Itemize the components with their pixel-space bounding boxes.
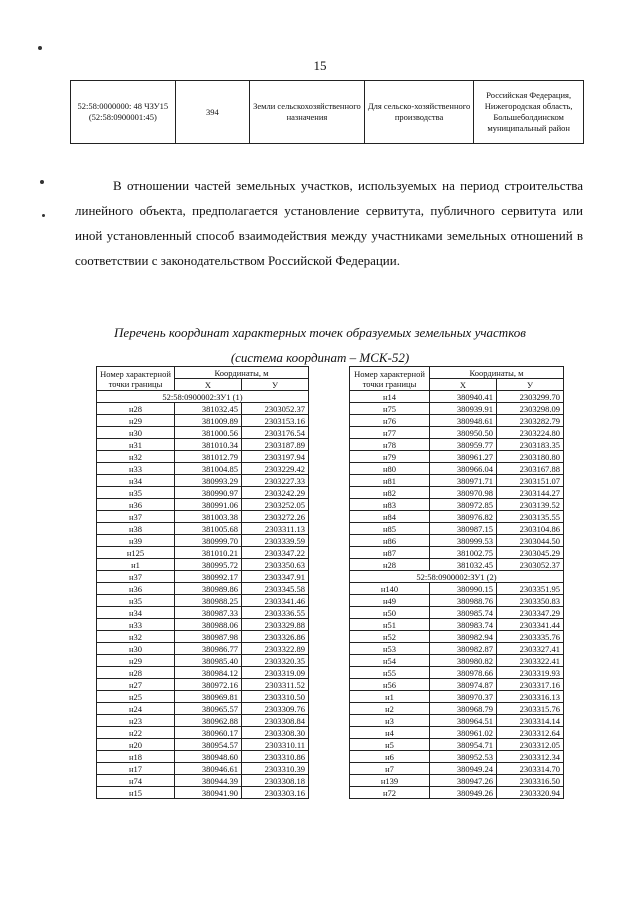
y-coordinate: 2303299.70 bbox=[497, 391, 564, 403]
table-row bbox=[97, 739, 309, 751]
table-row bbox=[97, 619, 309, 631]
y-coordinate: 2303187.89 bbox=[242, 439, 309, 451]
point-number: н139 bbox=[350, 775, 430, 787]
point-number: н34 bbox=[97, 475, 175, 487]
point-number: н27 bbox=[97, 679, 175, 691]
y-coordinate: 2303336.55 bbox=[242, 607, 309, 619]
y-coordinate: 2303310.50 bbox=[242, 691, 309, 703]
x-coordinate: 380950.50 bbox=[430, 427, 497, 439]
y-coordinate: 2303310.39 bbox=[242, 763, 309, 775]
point-number: н29 bbox=[97, 415, 175, 427]
table-row bbox=[350, 607, 564, 619]
y-coordinate: 2303319.93 bbox=[497, 667, 564, 679]
table-row bbox=[97, 499, 309, 511]
y-coordinate: 2303315.76 bbox=[497, 703, 564, 715]
table-row bbox=[350, 679, 564, 691]
y-coordinate: 2303316.13 bbox=[497, 691, 564, 703]
y-coordinate: 2303350.83 bbox=[497, 595, 564, 607]
x-coordinate: 381032.45 bbox=[430, 559, 497, 571]
group-label: 52:58:0900002:ЗУ1 (1) bbox=[97, 391, 309, 403]
point-number: н2 bbox=[350, 703, 430, 715]
scan-mark-dot bbox=[42, 214, 45, 217]
table-row bbox=[71, 81, 584, 144]
point-number: н140 bbox=[350, 583, 430, 595]
table-header-row bbox=[350, 367, 564, 379]
y-coordinate: 2303144.27 bbox=[497, 487, 564, 499]
point-number: н33 bbox=[97, 619, 175, 631]
x-coordinate: 380944.39 bbox=[175, 775, 242, 787]
table-row bbox=[97, 571, 309, 583]
table-row bbox=[97, 787, 309, 799]
list-subtitle-line: (система координат – МСК-52) bbox=[230, 350, 410, 365]
y-coordinate: 2303272.26 bbox=[242, 511, 309, 523]
table-row bbox=[350, 487, 564, 499]
point-number: н36 bbox=[97, 499, 175, 511]
point-number: н72 bbox=[350, 787, 430, 799]
x-header: X bbox=[175, 379, 242, 391]
point-number: н74 bbox=[97, 775, 175, 787]
table-row bbox=[350, 727, 564, 739]
x-coordinate: 380990.15 bbox=[430, 583, 497, 595]
table-row bbox=[97, 631, 309, 643]
point-number: н39 bbox=[97, 535, 175, 547]
servitude-paragraph: В отношении частей земельных участков, используемых на период строительства линейного объекта, предполагается установление сервитута, публичного сервитута или иной установленный способ взаимодействия между участниками земельных отношений в соответствии с законодательством Российской Федерации. bbox=[75, 178, 583, 268]
point-number: н24 bbox=[97, 703, 175, 715]
table-row bbox=[97, 715, 309, 727]
x-coordinate: 380962.88 bbox=[175, 715, 242, 727]
y-coordinate: 2303345.58 bbox=[242, 583, 309, 595]
x-coordinate: 380960.17 bbox=[175, 727, 242, 739]
y-coordinate: 2303282.79 bbox=[497, 415, 564, 427]
y-coordinate: 2303227.33 bbox=[242, 475, 309, 487]
x-coordinate: 381002.75 bbox=[430, 547, 497, 559]
point-number: н52 bbox=[350, 631, 430, 643]
x-coordinate: 380991.06 bbox=[175, 499, 242, 511]
point-number: н25 bbox=[97, 691, 175, 703]
coordinates-table-right bbox=[349, 366, 564, 799]
table-row bbox=[97, 403, 309, 415]
table-row bbox=[97, 643, 309, 655]
y-coordinate: 2303224.80 bbox=[497, 427, 564, 439]
table-row bbox=[350, 739, 564, 751]
point-number: н51 bbox=[350, 619, 430, 631]
scan-mark-dot bbox=[40, 180, 44, 184]
point-number: н84 bbox=[350, 511, 430, 523]
x-coordinate: 380949.24 bbox=[430, 763, 497, 775]
y-coordinate: 2303309.76 bbox=[242, 703, 309, 715]
y-coordinate: 2303310.86 bbox=[242, 751, 309, 763]
point-number: н1 bbox=[97, 559, 175, 571]
y-coordinate: 2303308.30 bbox=[242, 727, 309, 739]
y-coordinate: 2303314.70 bbox=[497, 763, 564, 775]
coordinates-table-left bbox=[96, 366, 309, 799]
x-header: X bbox=[430, 379, 497, 391]
x-coordinate: 380954.71 bbox=[430, 739, 497, 751]
x-coordinate: 380988.25 bbox=[175, 595, 242, 607]
x-coordinate: 380964.51 bbox=[430, 715, 497, 727]
x-coordinate: 381003.38 bbox=[175, 511, 242, 523]
table-row bbox=[350, 559, 564, 571]
table-row bbox=[350, 643, 564, 655]
y-coordinate: 2303320.35 bbox=[242, 655, 309, 667]
table-row bbox=[350, 655, 564, 667]
point-number: н35 bbox=[97, 595, 175, 607]
x-coordinate: 380988.76 bbox=[430, 595, 497, 607]
x-coordinate: 380999.53 bbox=[430, 535, 497, 547]
group-label: 52:58:0900002:ЗУ1 (2) bbox=[350, 571, 564, 583]
table-row bbox=[350, 547, 564, 559]
table-row bbox=[350, 763, 564, 775]
x-coordinate: 380987.15 bbox=[430, 523, 497, 535]
y-header: У bbox=[497, 379, 564, 391]
y-coordinate: 2303044.50 bbox=[497, 535, 564, 547]
table-row bbox=[97, 703, 309, 715]
coordinates-header: Координаты, м bbox=[430, 367, 564, 379]
coordinates-header: Координаты, м bbox=[175, 367, 309, 379]
x-coordinate: 380971.71 bbox=[430, 475, 497, 487]
table-row bbox=[350, 523, 564, 535]
x-coordinate: 381010.34 bbox=[175, 439, 242, 451]
y-coordinate: 2303351.95 bbox=[497, 583, 564, 595]
x-coordinate: 380949.26 bbox=[430, 787, 497, 799]
y-coordinate: 2303347.29 bbox=[497, 607, 564, 619]
y-coordinate: 2303312.34 bbox=[497, 751, 564, 763]
table-row bbox=[350, 499, 564, 511]
point-number: н1 bbox=[350, 691, 430, 703]
table-header-row bbox=[97, 367, 309, 379]
y-coordinate: 2303319.09 bbox=[242, 667, 309, 679]
x-coordinate: 380952.53 bbox=[430, 751, 497, 763]
x-coordinate: 380992.17 bbox=[175, 571, 242, 583]
table-row bbox=[350, 439, 564, 451]
table-row bbox=[97, 583, 309, 595]
x-coordinate: 380970.98 bbox=[430, 487, 497, 499]
table-row bbox=[350, 619, 564, 631]
x-coordinate: 380978.66 bbox=[430, 667, 497, 679]
point-number: н7 bbox=[350, 763, 430, 775]
x-coordinate: 380980.82 bbox=[430, 655, 497, 667]
point-number: н3 bbox=[350, 715, 430, 727]
point-number: н37 bbox=[97, 571, 175, 583]
table-row bbox=[97, 763, 309, 775]
x-coordinate: 380985.40 bbox=[175, 655, 242, 667]
point-number: н83 bbox=[350, 499, 430, 511]
x-coordinate: 381005.68 bbox=[175, 523, 242, 535]
point-number: н54 bbox=[350, 655, 430, 667]
point-number: н79 bbox=[350, 451, 430, 463]
y-coordinate: 2303317.16 bbox=[497, 679, 564, 691]
point-number: н76 bbox=[350, 415, 430, 427]
point-number: н17 bbox=[97, 763, 175, 775]
x-coordinate: 380948.60 bbox=[175, 751, 242, 763]
table-row bbox=[97, 535, 309, 547]
y-coordinate: 2303298.09 bbox=[497, 403, 564, 415]
page-number: 15 bbox=[313, 58, 327, 73]
y-coordinate: 2303139.52 bbox=[497, 499, 564, 511]
y-coordinate: 2303312.05 bbox=[497, 739, 564, 751]
table-row bbox=[97, 691, 309, 703]
point-number: н20 bbox=[97, 739, 175, 751]
point-number: н28 bbox=[97, 667, 175, 679]
y-coordinate: 2303311.13 bbox=[242, 523, 309, 535]
point-number: н22 bbox=[97, 727, 175, 739]
table-row bbox=[97, 475, 309, 487]
x-coordinate: 380982.94 bbox=[430, 631, 497, 643]
parcel-summary-table bbox=[70, 80, 584, 144]
x-coordinate: 380946.61 bbox=[175, 763, 242, 775]
y-coordinate: 2303322.89 bbox=[242, 643, 309, 655]
point-number: н35 bbox=[97, 487, 175, 499]
y-coordinate: 2303335.76 bbox=[497, 631, 564, 643]
y-coordinate: 2303303.16 bbox=[242, 787, 309, 799]
point-number: н28 bbox=[97, 403, 175, 415]
x-coordinate: 380961.02 bbox=[430, 727, 497, 739]
point-number: н33 bbox=[97, 463, 175, 475]
table-row bbox=[97, 655, 309, 667]
point-number: н30 bbox=[97, 427, 175, 439]
table-row bbox=[350, 775, 564, 787]
point-number: н23 bbox=[97, 715, 175, 727]
y-coordinate: 2303326.86 bbox=[242, 631, 309, 643]
x-coordinate: 381032.45 bbox=[175, 403, 242, 415]
point-number: н87 bbox=[350, 547, 430, 559]
scan-mark-dot bbox=[38, 46, 42, 50]
point-number: н49 bbox=[350, 595, 430, 607]
x-coordinate: 380987.98 bbox=[175, 631, 242, 643]
x-coordinate: 380969.81 bbox=[175, 691, 242, 703]
y-coordinate: 2303045.29 bbox=[497, 547, 564, 559]
y-coordinate: 2303308.18 bbox=[242, 775, 309, 787]
y-coordinate: 2303350.63 bbox=[242, 559, 309, 571]
x-coordinate: 381000.56 bbox=[175, 427, 242, 439]
table-row bbox=[97, 607, 309, 619]
x-coordinate: 380959.77 bbox=[430, 439, 497, 451]
y-coordinate: 2303347.91 bbox=[242, 571, 309, 583]
table-row bbox=[350, 535, 564, 547]
point-number: н6 bbox=[350, 751, 430, 763]
table-row bbox=[350, 583, 564, 595]
parcel-location: Российская Федерация, Нижегородская область, Большеболдинском муниципальный район bbox=[474, 81, 584, 144]
table-row bbox=[97, 667, 309, 679]
x-coordinate: 380947.26 bbox=[430, 775, 497, 787]
x-coordinate: 381010.21 bbox=[175, 547, 242, 559]
y-coordinate: 2303242.29 bbox=[242, 487, 309, 499]
point-number: н32 bbox=[97, 631, 175, 643]
table-row bbox=[350, 391, 564, 403]
x-coordinate: 380972.85 bbox=[430, 499, 497, 511]
table-row bbox=[97, 451, 309, 463]
x-coordinate: 380982.87 bbox=[430, 643, 497, 655]
point-number: н5 bbox=[350, 739, 430, 751]
y-header: У bbox=[242, 379, 309, 391]
x-coordinate: 380966.04 bbox=[430, 463, 497, 475]
x-coordinate: 380954.57 bbox=[175, 739, 242, 751]
point-number: н15 bbox=[97, 787, 175, 799]
x-coordinate: 380987.33 bbox=[175, 607, 242, 619]
point-number: н31 bbox=[97, 439, 175, 451]
table-row bbox=[350, 403, 564, 415]
x-coordinate: 380948.61 bbox=[430, 415, 497, 427]
y-coordinate: 2303252.05 bbox=[242, 499, 309, 511]
point-number: н78 bbox=[350, 439, 430, 451]
point-number: н37 bbox=[97, 511, 175, 523]
y-coordinate: 2303229.42 bbox=[242, 463, 309, 475]
y-coordinate: 2303135.55 bbox=[497, 511, 564, 523]
y-coordinate: 2303311.52 bbox=[242, 679, 309, 691]
coordinates-list-title bbox=[0, 320, 640, 370]
table-row bbox=[350, 427, 564, 439]
x-coordinate: 380984.12 bbox=[175, 667, 242, 679]
group-row bbox=[97, 391, 309, 403]
y-coordinate: 2303327.41 bbox=[497, 643, 564, 655]
x-coordinate: 380976.82 bbox=[430, 511, 497, 523]
point-number: н86 bbox=[350, 535, 430, 547]
x-coordinate: 380965.57 bbox=[175, 703, 242, 715]
x-coordinate: 380988.06 bbox=[175, 619, 242, 631]
table-row bbox=[350, 631, 564, 643]
y-coordinate: 2303339.59 bbox=[242, 535, 309, 547]
point-number: н30 bbox=[97, 643, 175, 655]
x-coordinate: 380983.74 bbox=[430, 619, 497, 631]
parcel-cadastral: 52:58:0000000: 48 ЧЗУ15 (52:58:0900001:45) bbox=[71, 81, 176, 144]
table-row bbox=[350, 451, 564, 463]
x-coordinate: 381012.79 bbox=[175, 451, 242, 463]
y-coordinate: 2303347.22 bbox=[242, 547, 309, 559]
point-number: н38 bbox=[97, 523, 175, 535]
x-coordinate: 380990.97 bbox=[175, 487, 242, 499]
point-number: н75 bbox=[350, 403, 430, 415]
y-coordinate: 2303151.07 bbox=[497, 475, 564, 487]
table-row bbox=[350, 463, 564, 475]
x-coordinate: 380972.16 bbox=[175, 679, 242, 691]
point-number: н80 bbox=[350, 463, 430, 475]
y-coordinate: 2303310.11 bbox=[242, 739, 309, 751]
table-row bbox=[97, 415, 309, 427]
table-row bbox=[350, 691, 564, 703]
point-number: н36 bbox=[97, 583, 175, 595]
x-coordinate: 380961.27 bbox=[430, 451, 497, 463]
x-coordinate: 381009.89 bbox=[175, 415, 242, 427]
table-row bbox=[350, 475, 564, 487]
y-coordinate: 2303176.54 bbox=[242, 427, 309, 439]
table-row bbox=[97, 427, 309, 439]
y-coordinate: 2303322.41 bbox=[497, 655, 564, 667]
table-row bbox=[97, 547, 309, 559]
table-row bbox=[97, 775, 309, 787]
y-coordinate: 2303197.94 bbox=[242, 451, 309, 463]
group-row bbox=[350, 571, 564, 583]
table-row bbox=[97, 511, 309, 523]
table-row bbox=[350, 667, 564, 679]
point-number: н4 bbox=[350, 727, 430, 739]
table-row bbox=[350, 595, 564, 607]
x-coordinate: 380939.91 bbox=[430, 403, 497, 415]
point-number: н53 bbox=[350, 643, 430, 655]
table-row bbox=[350, 511, 564, 523]
point-number: н34 bbox=[97, 607, 175, 619]
point-number: н81 bbox=[350, 475, 430, 487]
y-coordinate: 2303052.37 bbox=[497, 559, 564, 571]
x-coordinate: 380999.70 bbox=[175, 535, 242, 547]
point-number: н50 bbox=[350, 607, 430, 619]
point-number-header: Номер характерной точки границы bbox=[350, 367, 430, 391]
y-coordinate: 2303167.88 bbox=[497, 463, 564, 475]
point-number: н56 bbox=[350, 679, 430, 691]
point-number-header: Номер характерной точки границы bbox=[97, 367, 175, 391]
table-row bbox=[350, 703, 564, 715]
table-row bbox=[350, 787, 564, 799]
y-coordinate: 2303320.94 bbox=[497, 787, 564, 799]
point-number: н32 bbox=[97, 451, 175, 463]
x-coordinate: 380995.72 bbox=[175, 559, 242, 571]
x-coordinate: 380970.37 bbox=[430, 691, 497, 703]
y-coordinate: 2303153.16 bbox=[242, 415, 309, 427]
x-coordinate: 380968.79 bbox=[430, 703, 497, 715]
table-row bbox=[97, 523, 309, 535]
x-coordinate: 380985.74 bbox=[430, 607, 497, 619]
table-row bbox=[97, 487, 309, 499]
point-number: н18 bbox=[97, 751, 175, 763]
y-coordinate: 2303316.50 bbox=[497, 775, 564, 787]
point-number: н77 bbox=[350, 427, 430, 439]
x-coordinate: 380989.86 bbox=[175, 583, 242, 595]
table-row bbox=[97, 559, 309, 571]
parcel-use: Для сельско-хозяйственного производства bbox=[364, 81, 474, 144]
table-row bbox=[97, 751, 309, 763]
table-row bbox=[350, 715, 564, 727]
point-number: н29 bbox=[97, 655, 175, 667]
y-coordinate: 2303341.44 bbox=[497, 619, 564, 631]
table-row bbox=[97, 595, 309, 607]
parcel-area: 394 bbox=[175, 81, 249, 144]
y-coordinate: 2303052.37 bbox=[242, 403, 309, 415]
x-coordinate: 380941.90 bbox=[175, 787, 242, 799]
parcel-category: Земли сельскохозяйственного назначения bbox=[250, 81, 365, 144]
point-number: н28 bbox=[350, 559, 430, 571]
table-row bbox=[97, 439, 309, 451]
x-coordinate: 380993.29 bbox=[175, 475, 242, 487]
y-coordinate: 2303104.86 bbox=[497, 523, 564, 535]
x-coordinate: 381004.85 bbox=[175, 463, 242, 475]
y-coordinate: 2303329.88 bbox=[242, 619, 309, 631]
list-title-line: Перечень координат характерных точек образуемых земельных участков bbox=[114, 325, 526, 340]
y-coordinate: 2303341.46 bbox=[242, 595, 309, 607]
table-row bbox=[97, 463, 309, 475]
table-row bbox=[350, 415, 564, 427]
table-row bbox=[97, 727, 309, 739]
point-number: н14 bbox=[350, 391, 430, 403]
y-coordinate: 2303180.80 bbox=[497, 451, 564, 463]
x-coordinate: 380986.77 bbox=[175, 643, 242, 655]
point-number: н82 bbox=[350, 487, 430, 499]
x-coordinate: 380974.87 bbox=[430, 679, 497, 691]
point-number: н55 bbox=[350, 667, 430, 679]
point-number: н125 bbox=[97, 547, 175, 559]
y-coordinate: 2303308.84 bbox=[242, 715, 309, 727]
table-row bbox=[97, 679, 309, 691]
point-number: н85 bbox=[350, 523, 430, 535]
y-coordinate: 2303312.64 bbox=[497, 727, 564, 739]
x-coordinate: 380940.41 bbox=[430, 391, 497, 403]
table-row bbox=[350, 751, 564, 763]
y-coordinate: 2303183.35 bbox=[497, 439, 564, 451]
y-coordinate: 2303314.14 bbox=[497, 715, 564, 727]
